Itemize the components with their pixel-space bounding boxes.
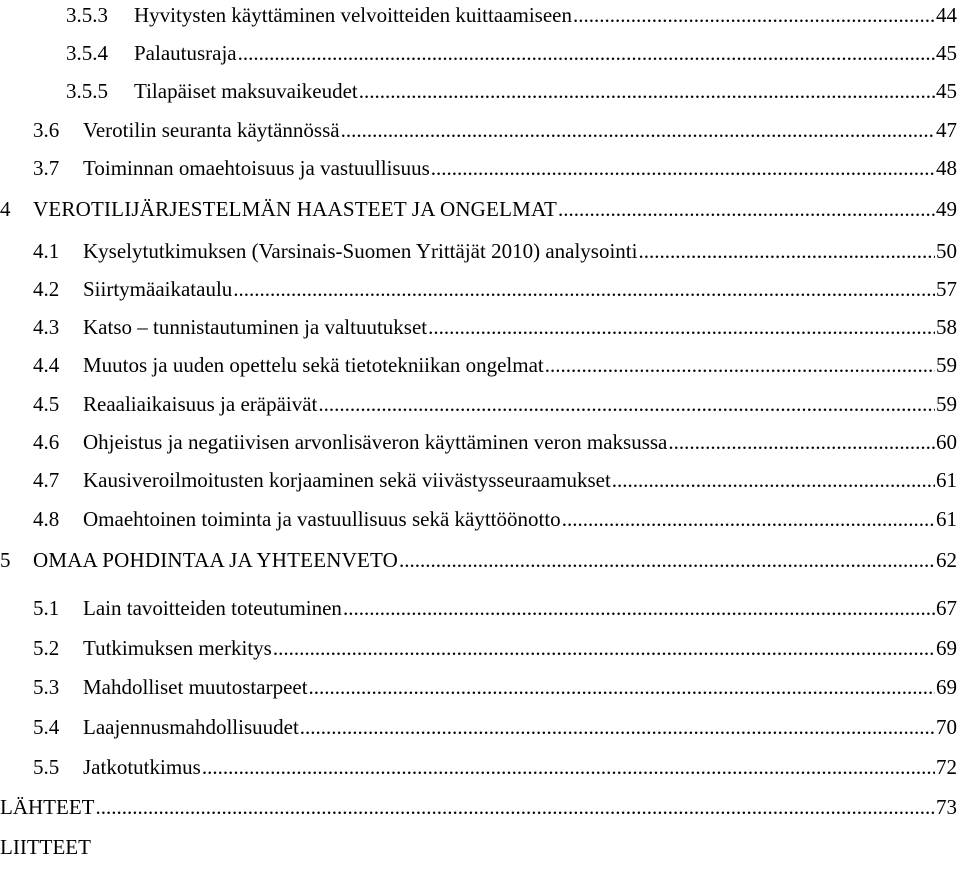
toc-dot-leader bbox=[359, 76, 935, 106]
toc-entry-5-3[interactable] bbox=[33, 672, 957, 702]
toc-entry-4-4[interactable] bbox=[33, 350, 957, 380]
toc-entry-number: 4.7 bbox=[33, 468, 60, 492]
toc-entry-page: 62 bbox=[936, 548, 957, 572]
toc-entry-number: 5 bbox=[0, 548, 11, 572]
toc-entry-page: 45 bbox=[936, 79, 957, 103]
toc-entry-number: 5.5 bbox=[33, 755, 60, 779]
toc-entry-number: 4.2 bbox=[33, 277, 60, 301]
toc-entry-page: 50 bbox=[936, 239, 957, 263]
toc-entry-title: Palautusraja bbox=[134, 41, 237, 65]
toc-entry-number: 4.3 bbox=[33, 315, 60, 339]
toc-dot-leader bbox=[399, 545, 935, 575]
toc-dot-leader bbox=[233, 274, 935, 304]
toc-entry-5[interactable] bbox=[0, 545, 957, 575]
toc-entry-title: Verotilin seuranta käytännössä bbox=[83, 118, 340, 142]
toc-entry-number: 5.3 bbox=[33, 675, 60, 699]
toc-entry-5-1[interactable] bbox=[33, 593, 957, 623]
toc-entry-title: Siirtymäaikataulu bbox=[83, 277, 233, 301]
toc-entry-number: 3.6 bbox=[33, 118, 60, 142]
toc-entry-number: 4.1 bbox=[33, 239, 60, 263]
toc-entry-number: 4 bbox=[0, 197, 11, 221]
toc-entry-page: 69 bbox=[936, 636, 957, 660]
toc-entry-page: 59 bbox=[936, 353, 957, 377]
toc-entry-number: 5.4 bbox=[33, 715, 60, 739]
toc-dot-leader bbox=[558, 194, 935, 224]
toc-entry-page: 60 bbox=[936, 430, 957, 454]
toc-entry-page: 58 bbox=[936, 315, 957, 339]
toc-entry-3-6[interactable] bbox=[33, 115, 957, 145]
toc-entry-4-5[interactable] bbox=[33, 389, 957, 419]
toc-dot-leader bbox=[341, 115, 935, 145]
toc-entry-4-8[interactable] bbox=[33, 504, 957, 534]
toc-entry-5-4[interactable] bbox=[33, 712, 957, 742]
toc-entry-title: Mahdolliset muutostarpeet bbox=[83, 675, 308, 699]
toc-entry-title: Jatkotutkimus bbox=[83, 755, 201, 779]
toc-dot-leader bbox=[562, 504, 935, 534]
toc-entry-liitteet[interactable] bbox=[0, 832, 957, 862]
toc-entry-title: LIITTEET bbox=[0, 835, 91, 859]
toc-entry-title: Tilapäiset maksuvaikeudet bbox=[134, 79, 358, 103]
toc-entry-number: 3.5.3 bbox=[66, 3, 108, 27]
toc-entry-number: 4.5 bbox=[33, 392, 60, 416]
toc-entry-title: Ohjeistus ja negatiivisen arvonlisäveron käyttäminen veron maksussa bbox=[83, 430, 668, 454]
toc-entry-number: 3.7 bbox=[33, 156, 60, 180]
toc-entry-4-7[interactable] bbox=[33, 465, 957, 495]
toc-entry-title: OMAA POHDINTAA JA YHTEENVETO bbox=[33, 548, 398, 572]
toc-entry-title: Kyselytutkimuksen (Varsinais-Suomen Yrittäjät 2010) analysointi bbox=[83, 239, 638, 263]
toc-entry-title: Kausiveroilmoitusten korjaaminen sekä viivästysseuraamukset bbox=[83, 468, 611, 492]
toc-entry-3-5-5[interactable] bbox=[66, 76, 957, 106]
toc-entry-title: Muutos ja uuden opettelu sekä tietotekniikan ongelmat bbox=[83, 353, 544, 377]
toc-entry-title: Toiminnan omaehtoisuus ja vastuullisuus bbox=[83, 156, 430, 180]
toc-entry-number: 5.1 bbox=[33, 596, 60, 620]
toc-entry-4-2[interactable] bbox=[33, 274, 957, 304]
toc-dot-leader bbox=[428, 312, 935, 342]
toc-entry-title: Katso – tunnistautuminen ja valtuutukset bbox=[83, 315, 428, 339]
toc-entry-4[interactable] bbox=[0, 194, 957, 224]
toc-entry-page: 49 bbox=[936, 197, 957, 221]
toc-entry-page: 61 bbox=[936, 507, 957, 531]
toc-entry-page: 48 bbox=[936, 156, 957, 180]
toc-entry-3-7[interactable] bbox=[33, 153, 957, 183]
toc-entry-4-3[interactable] bbox=[33, 312, 957, 342]
toc-entry-page: 59 bbox=[936, 392, 957, 416]
toc-entry-3-5-3[interactable] bbox=[66, 0, 957, 30]
toc-entry-page: 70 bbox=[936, 715, 957, 739]
toc-entry-page: 61 bbox=[936, 468, 957, 492]
toc-dot-leader bbox=[300, 712, 935, 742]
toc-dot-leader bbox=[343, 593, 935, 623]
toc-entry-title: Laajennusmahdollisuudet bbox=[83, 715, 299, 739]
toc-entry-page: 45 bbox=[936, 41, 957, 65]
toc-dot-leader bbox=[273, 633, 935, 663]
toc-entry-title: LÄHTEET bbox=[0, 795, 95, 819]
toc-entry-page: 73 bbox=[936, 795, 957, 819]
toc-entry-page: 47 bbox=[936, 118, 957, 142]
toc-dot-leader bbox=[238, 38, 935, 68]
toc-entry-5-2[interactable] bbox=[33, 633, 957, 663]
toc-dot-leader bbox=[95, 792, 935, 822]
toc-entry-page: 44 bbox=[936, 3, 957, 27]
toc-entry-number: 4.8 bbox=[33, 507, 60, 531]
toc-entry-3-5-4[interactable] bbox=[66, 38, 957, 68]
toc-entry-4-6[interactable] bbox=[33, 427, 957, 457]
toc-entry-title: Omaehtoinen toiminta ja vastuullisuus sekä käyttöönotto bbox=[83, 507, 561, 531]
toc-entry-page: 72 bbox=[936, 755, 957, 779]
toc-entry-page: 57 bbox=[936, 277, 957, 301]
toc-dot-leader bbox=[431, 153, 935, 183]
toc-dot-leader bbox=[202, 752, 935, 782]
toc-dot-leader bbox=[309, 672, 935, 702]
toc-dot-leader bbox=[573, 0, 935, 30]
toc-entry-number: 4.4 bbox=[33, 353, 60, 377]
toc-dot-leader bbox=[545, 350, 935, 380]
toc-entry-title: VEROTILIJÄRJESTELMÄN HAASTEET JA ONGELMAT bbox=[33, 197, 558, 221]
toc-entry-title: Reaaliaikaisuus ja eräpäivät bbox=[83, 392, 318, 416]
toc-entry-title: Hyvitysten käyttäminen velvoitteiden kuittaamiseen bbox=[134, 3, 572, 27]
toc-entry-page: 69 bbox=[936, 675, 957, 699]
toc-dot-leader bbox=[668, 427, 935, 457]
toc-entry-lahteet[interactable] bbox=[0, 792, 957, 822]
toc-entry-number: 4.6 bbox=[33, 430, 60, 454]
toc-entry-page: 67 bbox=[936, 596, 957, 620]
toc-dot-leader bbox=[318, 389, 935, 419]
toc-dot-leader bbox=[638, 236, 935, 266]
toc-entry-4-1[interactable] bbox=[33, 236, 957, 266]
toc-entry-title: Lain tavoitteiden toteutuminen bbox=[83, 596, 342, 620]
toc-entry-number: 3.5.4 bbox=[66, 41, 108, 65]
toc-entry-number: 5.2 bbox=[33, 636, 60, 660]
toc-entry-title: Tutkimuksen merkitys bbox=[83, 636, 272, 660]
toc-dot-leader bbox=[612, 465, 935, 495]
toc-entry-5-5[interactable] bbox=[33, 752, 957, 782]
toc-entry-number: 3.5.5 bbox=[66, 79, 108, 103]
